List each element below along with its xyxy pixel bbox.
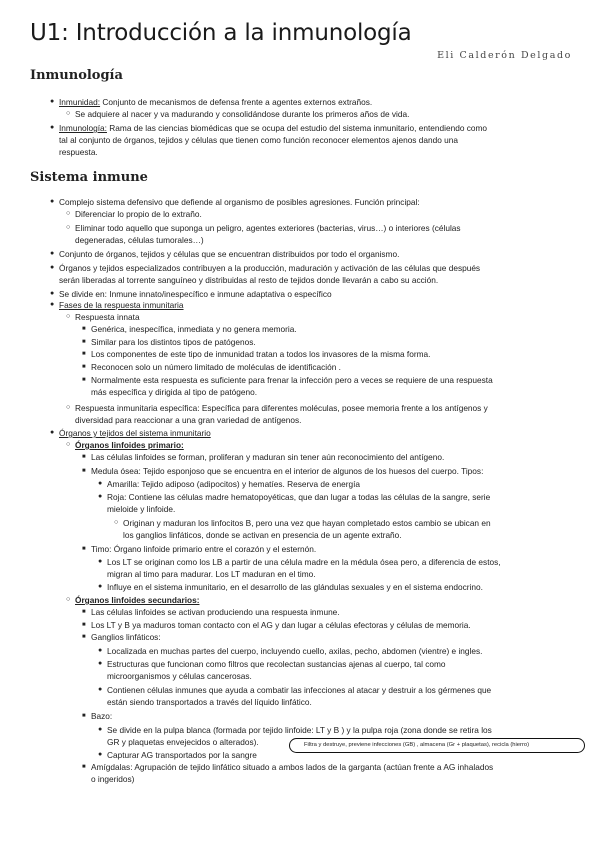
circle-bullet-icon	[66, 222, 70, 234]
circle-bullet-icon	[66, 311, 70, 323]
circle-bullet-icon	[66, 108, 70, 120]
line-text: Se divide en la pulpa blanca (formada por tejido linfoide: LT y B ) y la pulpa roja (zona donde se retira los	[107, 725, 492, 735]
text-line	[75, 234, 588, 246]
text-line	[75, 311, 588, 323]
line-text: Normalmente esta respuesta es suficiente para frenar la infección pero a veces se requiere de una respuesta	[91, 375, 493, 385]
text-line	[107, 658, 588, 670]
disc-bullet-icon	[50, 248, 54, 260]
line-text: Amígdalas: Agrupación de tejido linfático situado a ambos lados de la garganta (actúan frente a AG inhalados	[91, 762, 494, 772]
text-line	[107, 670, 588, 682]
disc-bullet-icon	[50, 96, 54, 108]
text-line	[59, 134, 588, 146]
square-bullet-icon	[82, 336, 86, 348]
disc-bullet-icon	[50, 299, 54, 311]
line-text: Reconocen solo un número limitado de moléculas de identificación .	[91, 362, 341, 372]
circle-bullet-icon	[66, 439, 70, 451]
disc-bullet-icon	[98, 556, 102, 568]
square-bullet-icon	[82, 451, 86, 463]
circle-bullet-icon	[66, 208, 70, 220]
line-text: tal al conjunto de órganos, tejidos y células que tienen como función reconocer elementos ajenos dando una	[59, 135, 458, 145]
line-text: microorganismos y células cancerosas.	[107, 671, 252, 681]
line-text: Complejo sistema defensivo que defiende al organismo de posibles agresiones. Función principal:	[59, 197, 420, 207]
line-text: Medula ósea: Tejido esponjoso que se encuentra en el interior de algunos de los huesos del cuerpo. Tipos:	[91, 466, 484, 476]
line-text: Órganos y tejidos del sistema inmunitario	[59, 428, 211, 438]
circle-bullet-icon	[66, 402, 70, 414]
disc-bullet-icon	[98, 684, 102, 696]
text-line	[107, 556, 588, 568]
disc-bullet-icon	[50, 262, 54, 274]
square-bullet-icon	[82, 361, 86, 373]
text-line	[59, 146, 588, 158]
text-line	[75, 108, 588, 120]
page-title: U1: Introducción a la inmunología	[30, 20, 412, 46]
annotation-bubble: Filtra y destruye, previene infecciones (GB) , almacena (Gr + plaquetas), recicla (hierro)	[289, 738, 585, 753]
square-bullet-icon	[82, 348, 86, 360]
line-text: respuesta.	[59, 147, 98, 157]
text-line	[91, 361, 588, 373]
line-text: Ganglios linfáticos:	[91, 632, 161, 642]
line-text: Las células linfoides se forman, proliferan y maduran sin tener aún reconocimiento del antígeno.	[91, 452, 445, 462]
line-text: están siendo transportados a través del líquido linfático.	[107, 697, 312, 707]
line-text: Localizada en muchas partes del cuerpo, incluyendo cuello, axilas, pecho, abdomen (vientre) e ingles.	[107, 646, 483, 656]
square-bullet-icon	[82, 761, 86, 773]
line-text: Las células linfoides se activan produciendo una respuesta inmune.	[91, 607, 340, 617]
line-text: Estructuras que funcionan como filtros que recolectan sustancias ajenas al cuerpo, tal como	[107, 659, 446, 669]
text-line	[75, 222, 588, 234]
line-text: migran al timo para madurar. Los LT maduran en el timo.	[107, 569, 316, 579]
text-line	[107, 645, 588, 657]
square-bullet-icon	[82, 606, 86, 618]
text-line	[59, 96, 588, 108]
square-bullet-icon	[82, 465, 86, 477]
line-text: Roja: Contiene las células madre hematopoyéticas, que dan lugar a todas las células de la sangre, serie	[107, 492, 491, 502]
text-line	[59, 248, 588, 260]
line-text: GR y plaquetas envejecidos o alterados).	[107, 737, 259, 747]
line-text: Respuesta innata	[75, 312, 140, 322]
line-text: Conjunto de órganos, tejidos y células que se encuentran distribuidos por todo el organismo.	[59, 249, 400, 259]
line-text: Conjunto de mecanismos de defensa frente a agentes externos extraños.	[102, 97, 373, 107]
disc-bullet-icon	[98, 478, 102, 490]
line-text: Bazo:	[91, 711, 113, 721]
line-text: o ingeridos)	[91, 774, 135, 784]
disc-bullet-icon	[98, 645, 102, 657]
line-text: Genérica, inespecífica, inmediata y no genera memoria.	[91, 324, 297, 334]
circle-bullet-icon	[66, 594, 70, 606]
disc-bullet-icon	[50, 196, 54, 208]
line-text: Similar para los distintos tipos de patógenos.	[91, 337, 256, 347]
text-line	[91, 451, 588, 463]
text-line	[107, 478, 588, 490]
disc-bullet-icon	[98, 724, 102, 736]
text-line	[107, 581, 588, 593]
text-line	[91, 619, 588, 631]
text-line	[107, 684, 588, 696]
text-line	[59, 299, 588, 311]
line-text: Fases de la respuesta inmunitaria	[59, 300, 184, 310]
section-heading-sistema-inmune: Sistema inmune	[30, 170, 148, 185]
text-line	[91, 386, 588, 398]
text-line	[75, 594, 588, 606]
line-text: diversidad para reaccionar a una gran variedad de antígenos.	[75, 415, 302, 425]
definition-term: Inmunidad:	[59, 97, 101, 107]
text-line	[91, 323, 588, 335]
line-text: Originan y maduran los linfocitos B, pero una vez que hayan completado estos cambio se ubican en	[123, 518, 491, 528]
disc-bullet-icon	[98, 658, 102, 670]
text-line	[59, 262, 588, 274]
line-text: Contienen células inmunes que ayuda a combatir las infecciones al atacar y destruir a los gérmenes que	[107, 685, 492, 695]
line-text: Se divide en: Inmune innato/inespecífico e inmune adaptativa o específico	[59, 289, 332, 299]
definition-term: Inmunología:	[59, 123, 107, 133]
square-bullet-icon	[82, 710, 86, 722]
line-text: degeneradas, células tumorales…)	[75, 235, 204, 245]
line-text: Órganos linfoides primario:	[75, 440, 184, 450]
line-text: Rama de las ciencias biomédicas que se ocupa del estudio del sistema inmunitario, entendiendo como	[109, 123, 488, 133]
text-line	[91, 773, 588, 785]
line-text: Los LT se originan como los LB a partir de una célula madre en la médula ósea pero, a diferencia de estos,	[107, 557, 501, 567]
text-line	[75, 439, 588, 451]
line-text: Diferenciar lo propio de lo extraño.	[75, 209, 202, 219]
square-bullet-icon	[82, 631, 86, 643]
line-text: Los componentes de este tipo de inmunidad tratan a todos los invasores de la misma forma.	[91, 349, 431, 359]
text-line	[123, 529, 588, 541]
line-text: Capturar AG transportados por la sangre	[107, 750, 257, 760]
author-name: Eli Calderón Delgado	[437, 50, 572, 61]
disc-bullet-icon	[98, 581, 102, 593]
disc-bullet-icon	[98, 491, 102, 503]
text-line	[91, 465, 588, 477]
line-text: mieloide y linfoide.	[107, 504, 176, 514]
line-text: Influye en el sistema inmunitario, en el desarrollo de las glándulas sexuales y en el sistema endocrino.	[107, 582, 483, 592]
text-line	[91, 631, 588, 643]
line-text: Los LT y B ya maduros toman contacto con el AG y dan lugar a células efectoras y células de memoria.	[91, 620, 471, 630]
text-line	[107, 696, 588, 708]
text-line	[91, 761, 588, 773]
text-line	[91, 374, 588, 386]
text-line	[91, 710, 588, 722]
text-line	[59, 274, 588, 286]
text-line	[75, 414, 588, 426]
text-line	[107, 491, 588, 503]
circle-bullet-icon	[114, 517, 118, 529]
text-line	[91, 543, 588, 555]
text-line	[107, 568, 588, 580]
text-line	[91, 606, 588, 618]
text-line	[107, 724, 588, 736]
line-text: Órganos y tejidos especializados contribuyen a la producción, maduración y activación de las células que después	[59, 263, 481, 273]
text-line	[75, 402, 588, 414]
disc-bullet-icon	[50, 427, 54, 439]
line-text: Se adquiere al nacer y va madurando y consolidándose durante los primeros años de vida.	[75, 109, 410, 119]
line-text: Timo: Órgano linfoide primario entre el corazón y el esternón.	[91, 544, 317, 554]
text-line	[91, 348, 588, 360]
disc-bullet-icon	[98, 749, 102, 761]
text-line	[59, 196, 588, 208]
disc-bullet-icon	[50, 122, 54, 134]
line-text: Eliminar todo aquello que suponga un peligro, agentes exteriores (bacterias, virus…) o interiores (células	[75, 223, 461, 233]
line-text: Amarilla: Tejido adiposo (adipocitos) y hematíes. Reserva de energía	[107, 479, 361, 489]
line-text: Respuesta inmunitaria específica: Específica para diferentes moléculas, posee memoria frente a los antígenos y	[75, 403, 488, 413]
line-text: más específica y dirigida al tipo de patógeno.	[91, 387, 258, 397]
text-line	[91, 336, 588, 348]
text-line	[59, 427, 588, 439]
line-text: los ganglios linfáticos, donde se activan en presencia de un agente extraño.	[123, 530, 402, 540]
square-bullet-icon	[82, 619, 86, 631]
line-text: serán liberadas al torrente sanguíneo y distribuidas al resto de tejidos donde llevarán a cabo su acción.	[59, 275, 439, 285]
section-heading-inmunologia: Inmunología	[30, 68, 123, 83]
line-text: Órganos linfoides secundarios:	[75, 595, 200, 605]
text-line	[75, 208, 588, 220]
square-bullet-icon	[82, 543, 86, 555]
text-line	[107, 503, 588, 515]
square-bullet-icon	[82, 374, 86, 386]
text-line	[59, 122, 588, 134]
text-line	[123, 517, 588, 529]
square-bullet-icon	[82, 323, 86, 335]
